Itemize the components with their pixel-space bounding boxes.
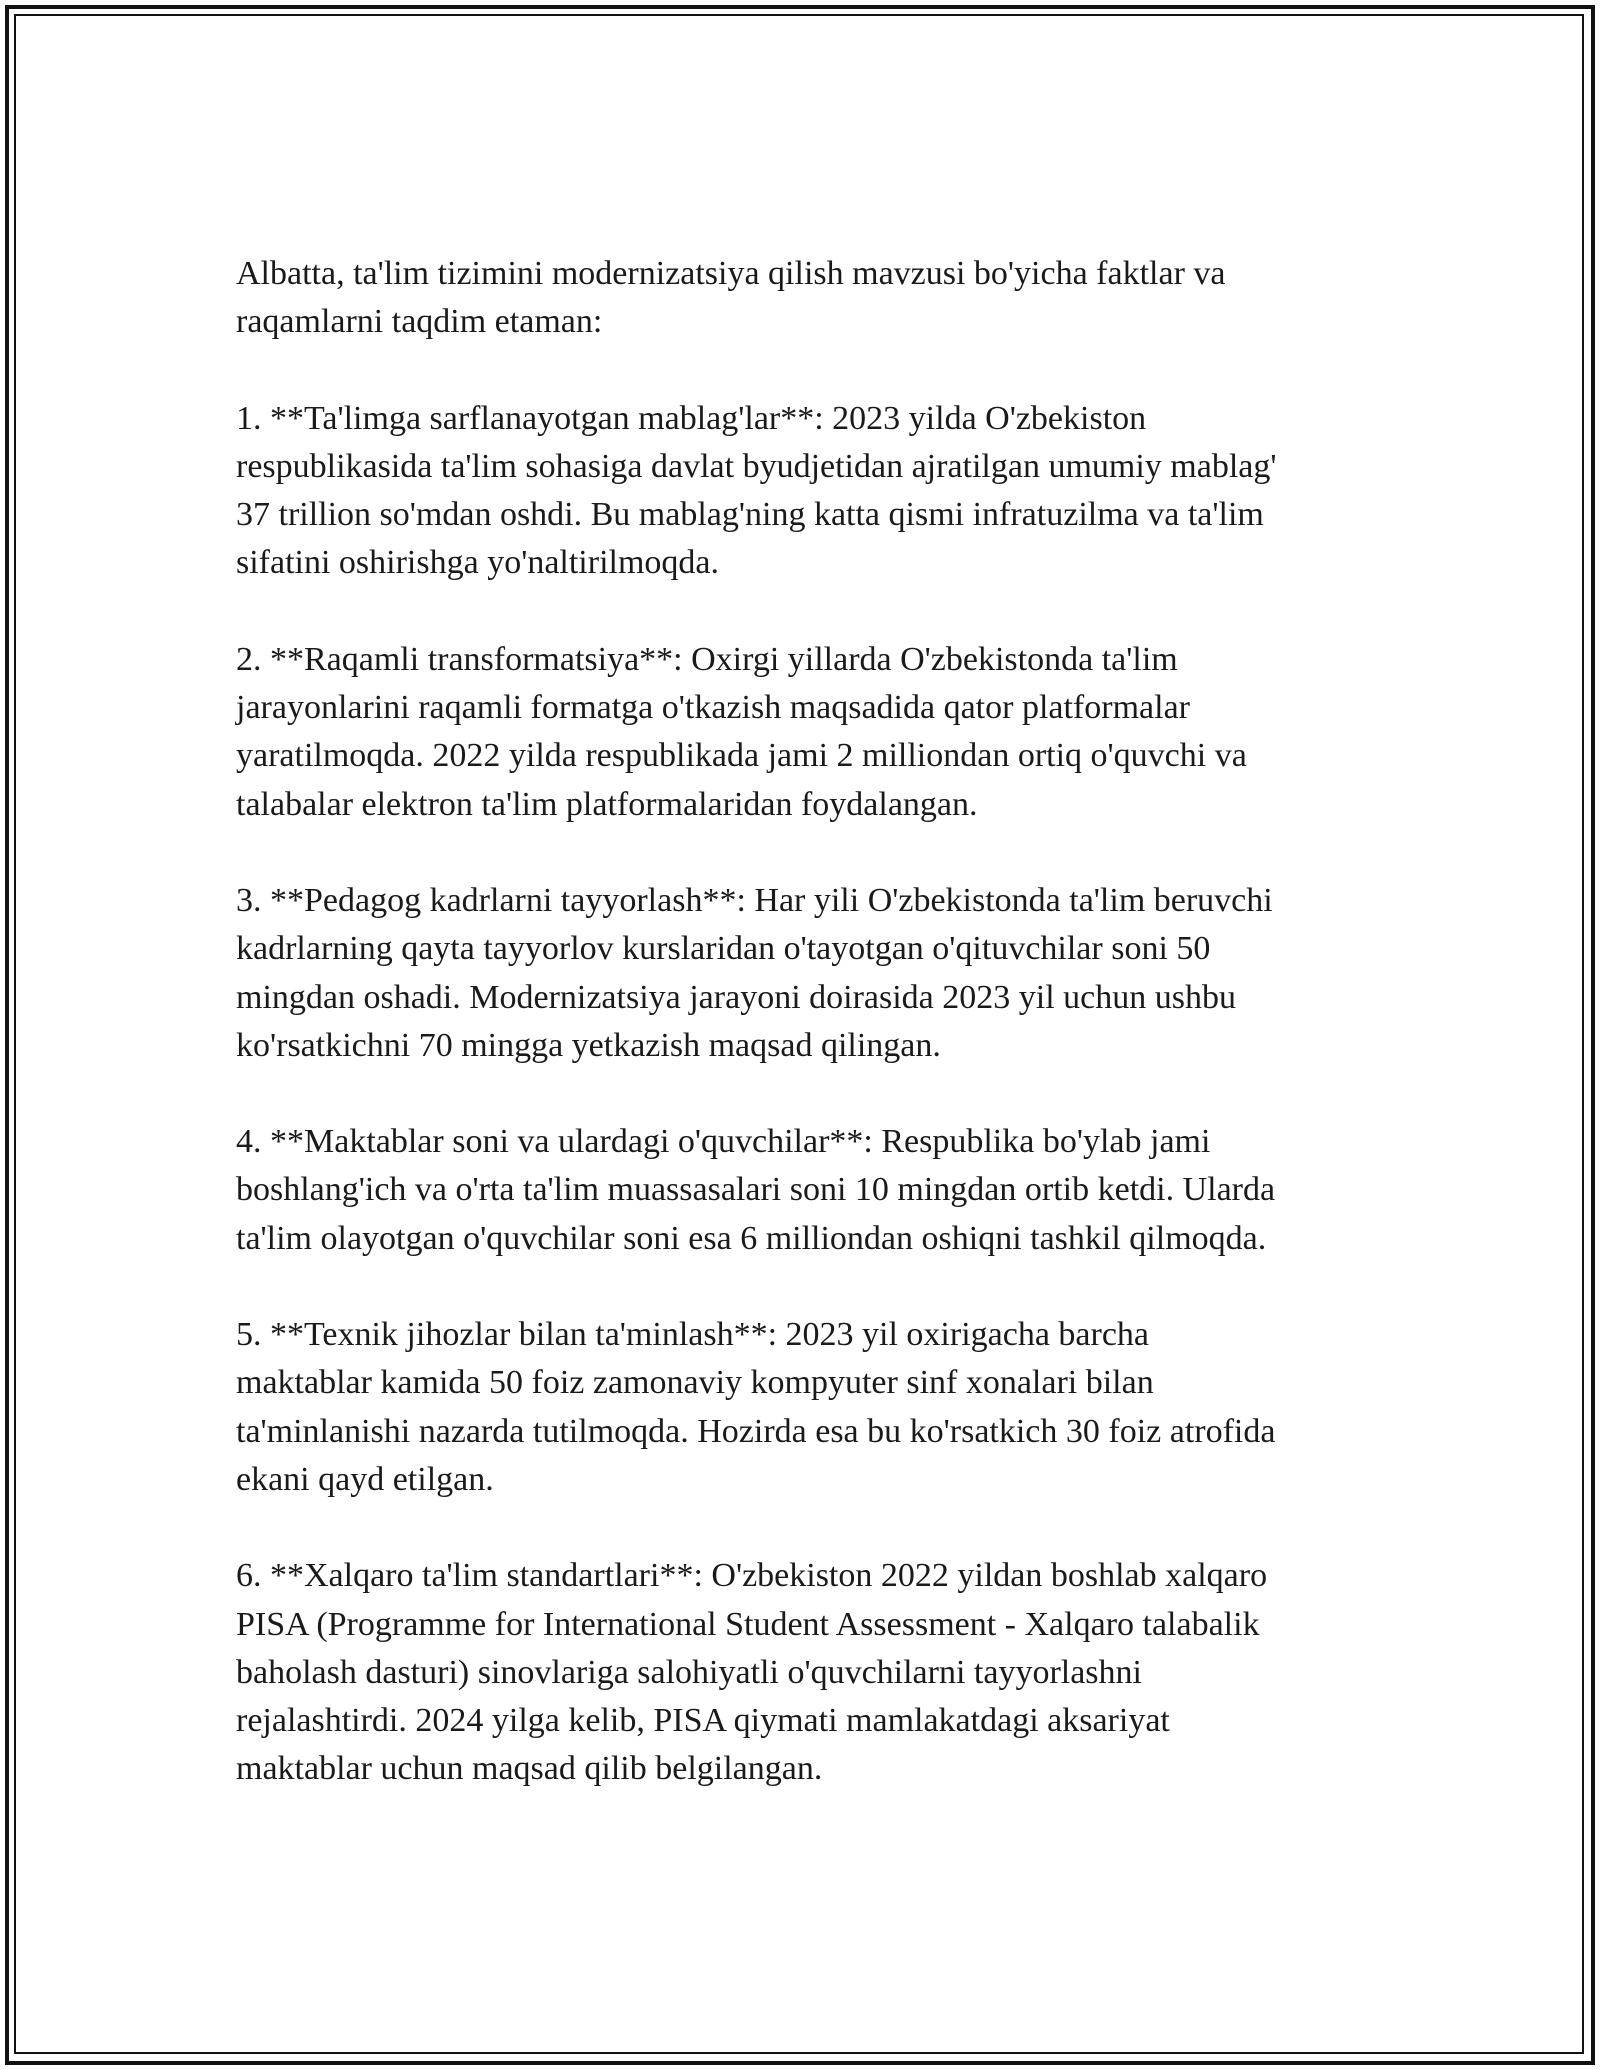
list-item: 1. **Ta'limga sarflanayotgan mablag'lar**: 2023 yilda O'zbekiston respublikasida ta'lim sohasiga davlat byudjetidan ajratilgan umumiy mablag' 37 trillion so'mdan oshdi. Bu mablag'ning katta qismi infratuzilma va ta'lim sifatini oshirishga yo'naltirilmoqda. bbox=[236, 399, 1277, 582]
list-item: 5. **Texnik jihozlar bilan ta'minlash**: 2023 yil oxirigacha barcha maktablar kamida 50 foiz zamonaviy kompyuter sinf xonalari bilan ta'minlanishi nazarda tutilmoqda. Hozirda esa bu ko'rsatkich 30 foiz atrofida ekani qayd etilgan. bbox=[236, 1316, 1276, 1498]
intro-paragraph: Albatta, ta'lim tizimini modernizatsiya qilish mavzusi bo'yicha faktlar va raqamlarni taqdim etaman: bbox=[236, 255, 1226, 341]
list-item: 2. **Raqamli transformatsiya**: Oxirgi yillarda O'zbekistonda ta'lim jarayonlarini raqamli formatga o'tkazish maqsadida qator platformalar yaratilmoqda. 2022 yilda respublikada jami 2 milliondan ortiq o'quvchi va talabalar elektron ta'lim platformalaridan foydalangan. bbox=[236, 640, 1247, 823]
list-item: 6. **Xalqaro ta'lim standartlari**: O'zbekiston 2022 yildan boshlab xalqaro PISA (Programme for International Student Assessment - Xalqaro talabalik baholash dasturi) sinovlariga salohiyatli o'quvchilarni tayyorlashni rejalashtirdi. 2024 yilga kelib, PISA qiymati mamlakatdagi aksariyat maktablar uchun maqsad qilib belgilangan. bbox=[236, 1557, 1268, 1788]
list-item: 3. **Pedagog kadrlarni tayyorlash**: Har yili O'zbekistonda ta'lim beruvchi kadrlarning qayta tayyorlov kurslaridan o'tayotgan o'qituvchilar soni 50 mingdan oshadi. Modernizatsiya jarayoni doirasida 2023 yil uchun ushbu ko'rsatkichni 70 mingga yetkazish maqsad qilingan. bbox=[236, 881, 1273, 1064]
list-item: 4. **Maktablar soni va ulardagi o'quvchilar**: Respublika bo'ylab jami boshlang'ich va o'rta ta'lim muassasalari soni 10 mingdan ortib ketdi. Ularda ta'lim olayotgan o'quvchilar soni esa 6 milliondan oshiqni tashkil qilmoqda. bbox=[236, 1123, 1276, 1257]
document-body bbox=[236, 250, 1386, 1842]
